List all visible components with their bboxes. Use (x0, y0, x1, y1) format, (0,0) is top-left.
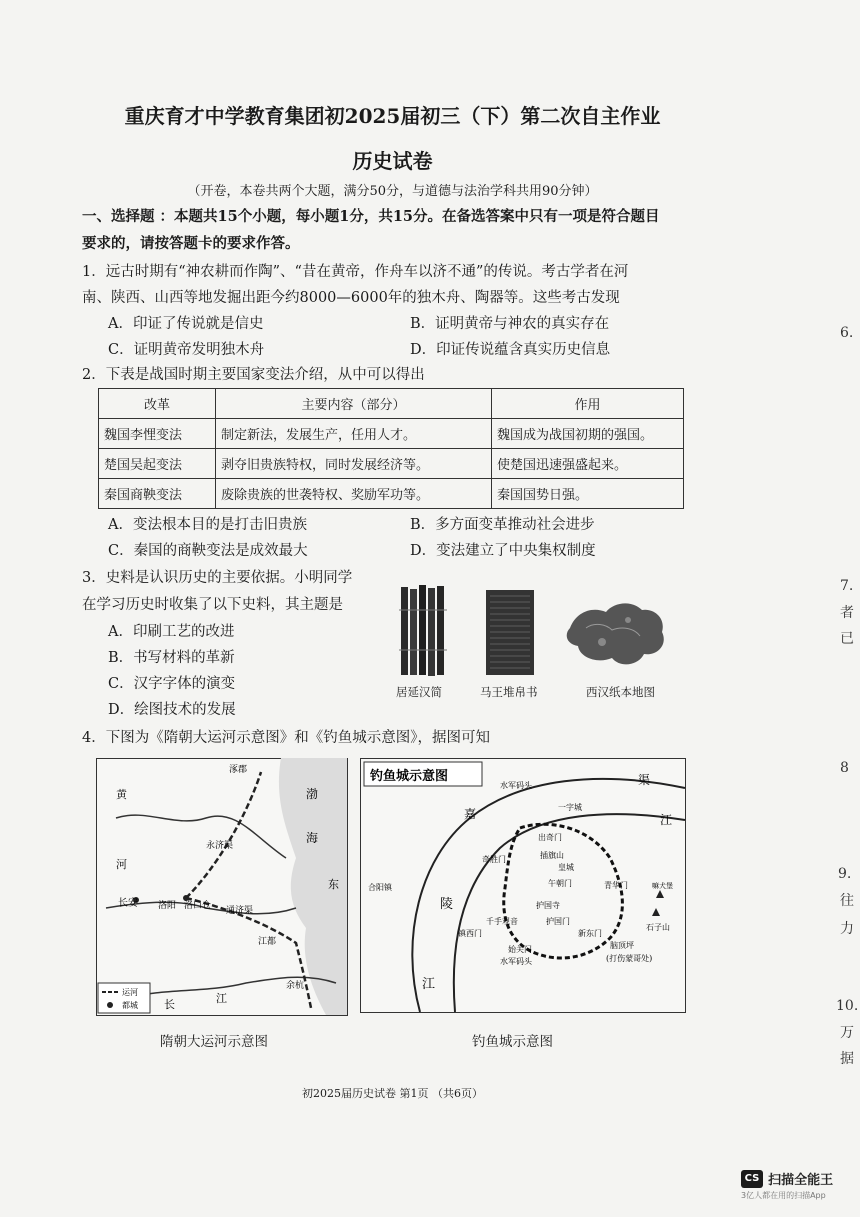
section-heading-cont: 要求的，请按答题卡的要求作答。 (82, 235, 300, 252)
diaoyu-castle-map (360, 758, 686, 1013)
page-footer: 初2025届历史试卷 第1页 （共6页） (302, 1087, 483, 1100)
map-label: 午朝门 (548, 879, 572, 888)
q2-option-a: A．变法根本目的是打击旧贵族 (108, 517, 307, 533)
map-label: 皇城 (558, 863, 574, 872)
table-cell: 废除贵族的世袭特权、奖励军功等。 (216, 479, 492, 509)
map-label: 渠 (638, 773, 651, 787)
q1-stem-cont: 南、陕西、山西等地发掘出距今约8000—6000年的独木舟、陶器等。这些考古发现 (82, 290, 620, 306)
map-label: 护国寺 (536, 901, 560, 910)
scanner-watermark (741, 1168, 833, 1201)
scanner-name: 扫描全能王 (768, 1173, 834, 1188)
q3-stem-cont: 在学习历史时收集了以下史料，其主题是 (82, 597, 343, 613)
paper-map-image (562, 598, 670, 670)
map-label: 通济渠 (226, 906, 254, 916)
q3-option-d: D．绘图技术的发展 (108, 702, 236, 718)
table-row (99, 419, 684, 449)
edge-mark: 力 (840, 921, 854, 937)
map-label: 镇西门 (458, 929, 482, 938)
map-label: 江 (216, 992, 227, 1005)
map-label: 江都 (258, 937, 277, 947)
edge-mark: 7. (840, 578, 854, 594)
map-label: 陵 (440, 897, 454, 912)
map-label: 渤 (306, 787, 319, 801)
map-label: 海 (306, 831, 319, 845)
map-label: 护国门 (546, 917, 570, 926)
caption-bamboo: 居延汉简 (396, 685, 442, 699)
map-label: 涿郡 (229, 765, 248, 775)
map-label: 青华门 (604, 881, 628, 890)
map-label: 嘛犬堡 (652, 882, 673, 890)
table-header: 改革 (99, 389, 216, 419)
edge-mark: 据 (840, 1051, 854, 1067)
map1-caption: 隋朝大运河示意图 (160, 1034, 268, 1050)
q3-stem: 3．史料是认识历史的主要依据。小明同学 (82, 570, 353, 586)
map-label: 永济渠 (206, 841, 234, 851)
subject-title: 历史试卷 (352, 149, 433, 173)
map-label: 黄 (116, 788, 127, 801)
table-cell: 楚国吴起变法 (99, 449, 216, 479)
edge-mark: 万 (840, 1025, 854, 1041)
table-row (99, 449, 684, 479)
table-header: 主要内容（部分） (216, 389, 492, 419)
q1-option-d: D．印证传说蕴含真实历史信息 (410, 342, 611, 358)
section-heading: 一、选择题 ：本题共15个小题，每小题1分，共15分。在备选答案中只有一项是符合题目 (82, 208, 660, 225)
q2-stem: 2．下表是战国时期主要国家变法介绍，从中可以得出 (82, 367, 425, 383)
silk-manuscript-image (486, 590, 536, 676)
legend-label: 运河 (122, 988, 138, 997)
map-label: 石子山 (646, 923, 670, 932)
map-label: 河 (116, 858, 127, 871)
map-label: 一字城 (558, 803, 582, 812)
edge-mark: 8 (840, 760, 849, 776)
map2-caption: 钓鱼城示意图 (472, 1034, 553, 1050)
map-label: 奇胜门 (482, 855, 506, 864)
map-label: 水军码头 (500, 957, 532, 966)
q1-option-c: C．证明黄帝发明独木舟 (108, 342, 265, 358)
q1-option-b: B．证明黄帝与神农的真实存在 (410, 316, 610, 332)
q3-option-a: A．印刷工艺的改进 (108, 624, 235, 640)
map-label: 江 (660, 813, 673, 827)
table-cell: 秦国商鞅变法 (99, 479, 216, 509)
table-cell: 魏国李悝变法 (99, 419, 216, 449)
edge-mark: 9. (838, 866, 852, 882)
map-label: 水军码头 (500, 781, 532, 790)
map-label: 长 (164, 998, 175, 1011)
map-label: 合阳镇 (368, 883, 392, 892)
table-cell: 制定新法，发展生产，任用人才。 (216, 419, 492, 449)
reform-table (98, 388, 684, 509)
q1-stem: 1．远古时期有“神农耕而作陶”、“昔在黄帝，作舟车以济不通”的传说。考古学者在河 (82, 264, 629, 280)
q1-option-a: A．印证了传说就是信史 (108, 316, 264, 332)
table-header-row (99, 389, 684, 419)
q3-option-c: C．汉字字体的演变 (108, 676, 236, 692)
table-cell: 秦国国势日强。 (492, 479, 684, 509)
exam-note: （开卷，本卷共两个大题，满分50分，与道德与法治学科共用90分钟） (187, 184, 598, 199)
q3-option-b: B．书写材料的革新 (108, 650, 235, 666)
scanner-logo-icon: CS (741, 1170, 763, 1188)
map-label: 脑顶坪 (610, 941, 634, 950)
exam-title: 重庆育才中学教育集团初2025届初三（下）第二次自主作业 (124, 104, 661, 128)
caption-silk: 马王堆帛书 (480, 685, 538, 699)
q2-option-c: C．秦国的商鞅变法是成效最大 (108, 543, 308, 559)
edge-mark: 10. (836, 998, 859, 1014)
map-label: 出奇门 (538, 833, 562, 842)
table-cell: 剥夺旧贵族特权，同时发展经济等。 (216, 449, 492, 479)
map-label: (打伤蒙哥处) (606, 954, 653, 963)
map-label: 东 (328, 878, 339, 891)
map-label: 新东门 (578, 929, 602, 938)
scanner-slogan: 3亿人都在用的扫描App (741, 1191, 826, 1200)
map-label: 江 (422, 977, 436, 992)
q2-option-b: B．多方面变革推动社会进步 (410, 517, 595, 533)
map-label: 洛口仓 (184, 901, 212, 911)
q2-option-d: D．变法建立了中央集权制度 (410, 543, 596, 559)
table-row (99, 479, 684, 509)
table-cell: 使楚国迅速强盛起来。 (492, 449, 684, 479)
map-label: 洛阳 (158, 901, 177, 911)
table-cell: 魏国成为战国初期的强国。 (492, 419, 684, 449)
grand-canal-map (96, 758, 348, 1016)
map-title: 钓鱼城示意图 (370, 769, 449, 784)
edge-mark: 者 (840, 605, 854, 621)
edge-mark: 6. (840, 325, 854, 341)
q4-stem: 4．下图为《隋朝大运河示意图》和《钓鱼城示意图》，据图可知 (82, 730, 490, 746)
bamboo-slips-image (395, 585, 455, 677)
table-header: 作用 (492, 389, 684, 419)
map-label: 长安 (118, 898, 138, 909)
legend-label: 都城 (122, 1001, 138, 1010)
caption-paper-map: 西汉纸本地图 (586, 685, 655, 699)
map-label: 嘉 (464, 807, 477, 821)
map-label: 始关门 (508, 945, 532, 954)
edge-mark: 往 (840, 893, 854, 909)
map-label: 插旗山 (540, 851, 564, 860)
map-label: 千手观音 (486, 917, 518, 926)
edge-mark: 已 (840, 631, 854, 647)
map-label: 余杭 (286, 981, 305, 991)
